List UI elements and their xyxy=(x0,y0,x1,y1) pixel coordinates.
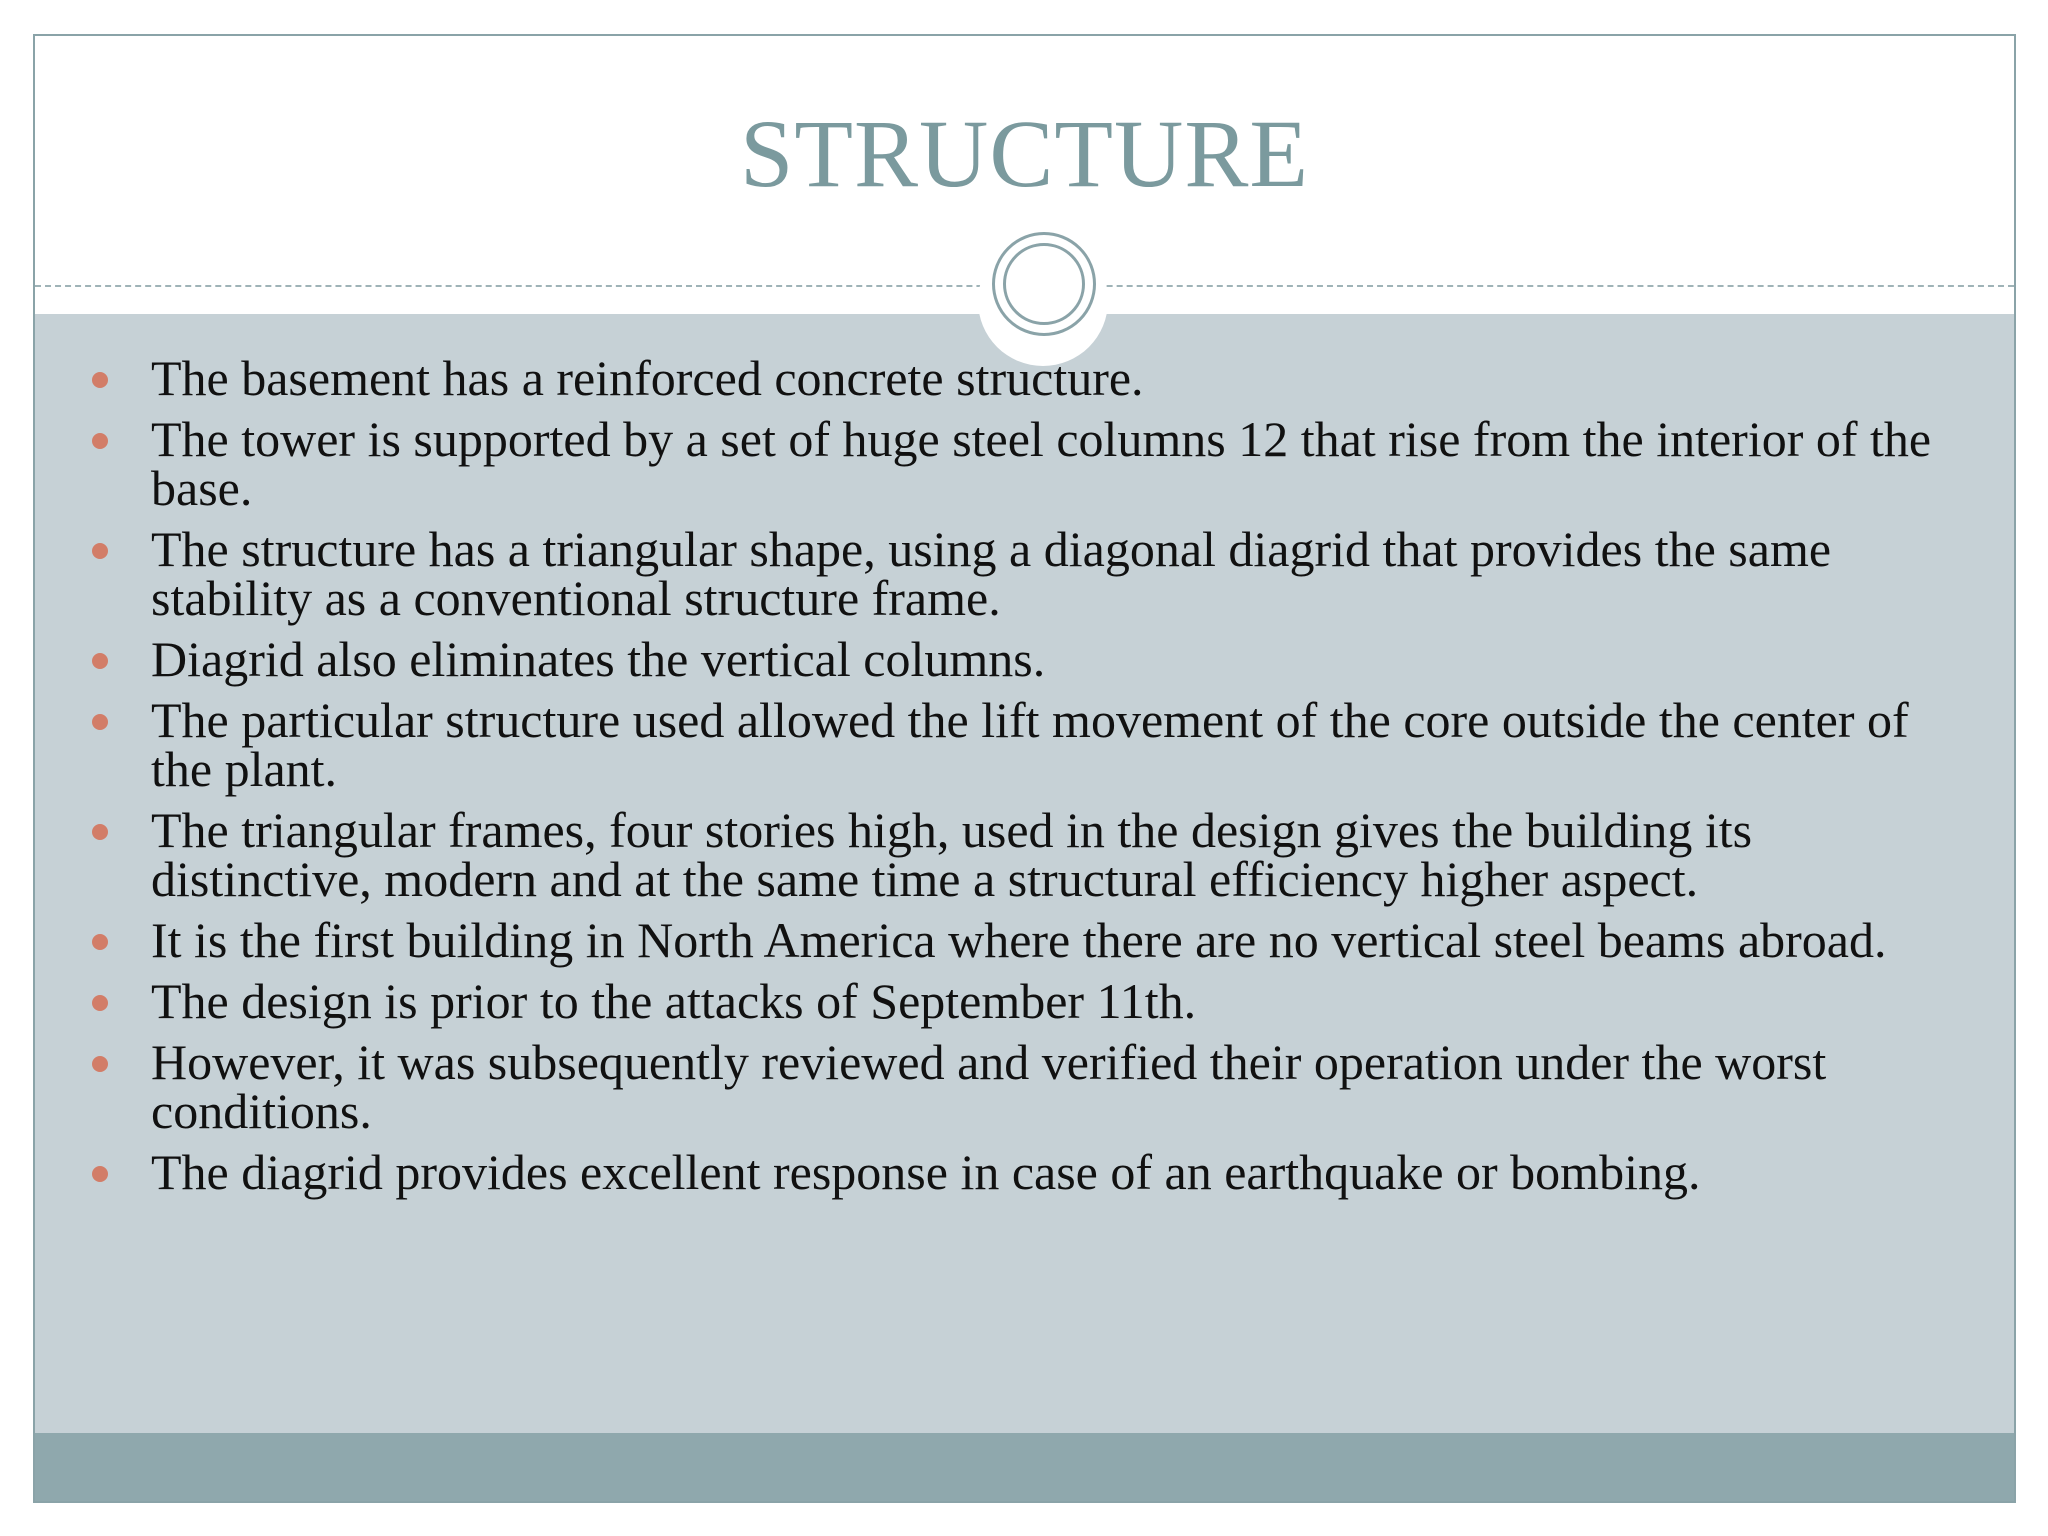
bullet-text: The design is prior to the attacks of September 11th. xyxy=(151,973,1197,1029)
bullet-dot-icon xyxy=(92,372,108,388)
bullet-item xyxy=(35,692,2014,797)
bullet-item xyxy=(35,350,2014,406)
bullet-dot-icon xyxy=(92,653,108,669)
bullet-item xyxy=(35,411,2014,516)
bullet-dot-icon xyxy=(92,824,108,840)
bullet-dot-icon xyxy=(92,543,108,559)
bullet-dot-icon xyxy=(92,714,108,730)
bullet-text: However, it was subsequently reviewed and verified their operation under the worst conditions. xyxy=(151,1034,1827,1139)
bullet-dot-icon xyxy=(92,995,108,1011)
bullet-text: Diagrid also eliminates the vertical columns. xyxy=(151,631,1046,687)
bullet-text: The particular structure used allowed the lift movement of the core outside the center of the plant. xyxy=(151,692,1909,797)
bullet-item xyxy=(35,1144,2014,1200)
bullet-item xyxy=(35,1034,2014,1139)
bullet-list xyxy=(35,350,2014,1209)
bullet-item xyxy=(35,973,2014,1029)
bullet-item xyxy=(35,631,2014,687)
circle-ornament-icon xyxy=(992,232,1096,336)
slide xyxy=(33,34,2016,1503)
bullet-item xyxy=(35,521,2014,626)
circle-ornament-inner xyxy=(1003,243,1085,325)
bullet-text: The triangular frames, four stories high, used in the design gives the building its distinctive, modern and at the same time a structural efficiency higher aspect. xyxy=(151,802,1753,907)
bullet-dot-icon xyxy=(92,1166,108,1182)
bullet-dot-icon xyxy=(92,433,108,449)
slide-title: STRUCTURE xyxy=(739,100,1310,207)
bullet-item xyxy=(35,802,2014,907)
bullet-item xyxy=(35,912,2014,968)
bullet-text: The structure has a triangular shape, using a diagonal diagrid that provides the same stability as a conventional structure frame. xyxy=(151,521,1832,626)
bullet-dot-icon xyxy=(92,934,108,950)
bullet-text: It is the first building in North America where there are no vertical steel beams abroad. xyxy=(151,912,1887,968)
bullet-dot-icon xyxy=(92,1056,108,1072)
bullet-text: The tower is supported by a set of huge steel columns 12 that rise from the interior of the base. xyxy=(151,411,1932,516)
bullet-text: The basement has a reinforced concrete structure. xyxy=(151,350,1144,406)
footer-band xyxy=(35,1433,2014,1503)
bullet-text: The diagrid provides excellent response in case of an earthquake or bombing. xyxy=(151,1144,1701,1200)
